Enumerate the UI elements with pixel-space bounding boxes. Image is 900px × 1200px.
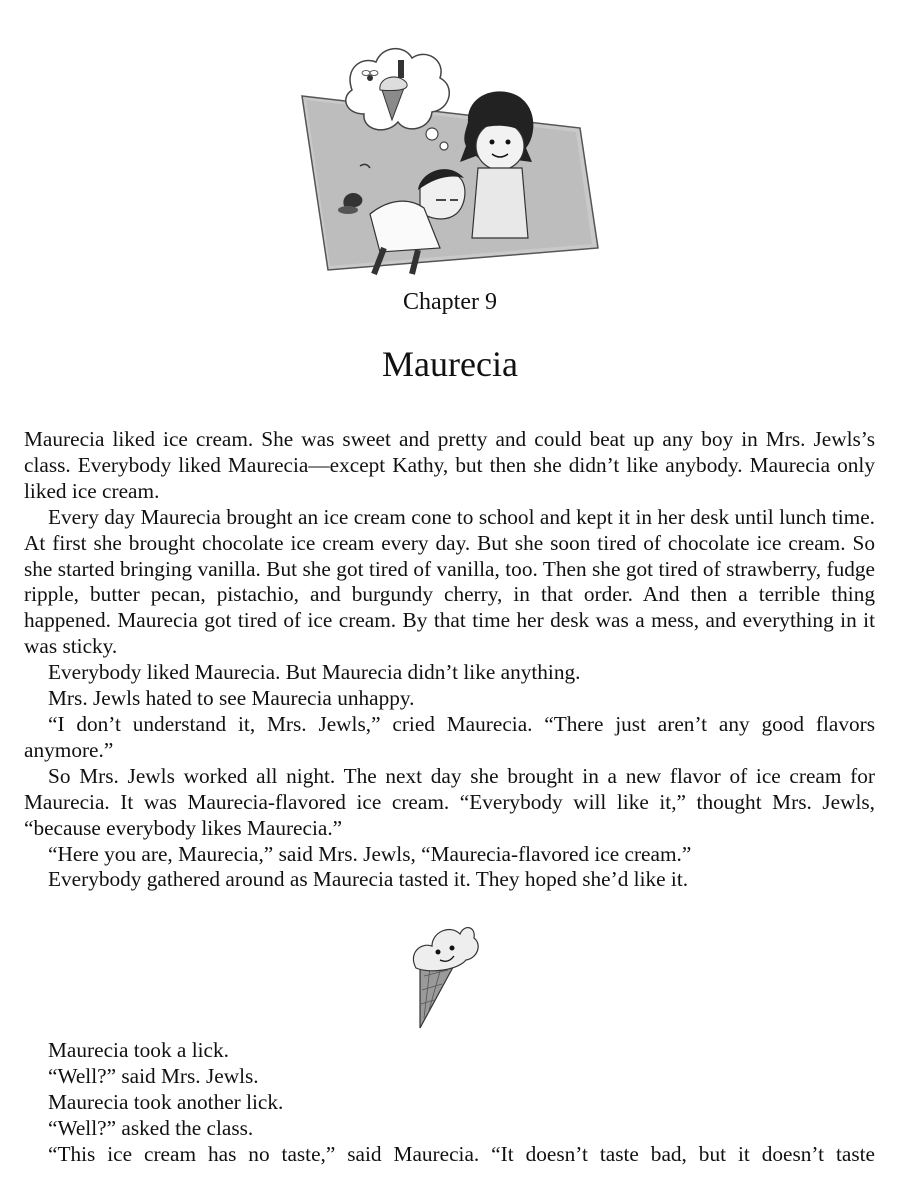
body-text-block-continued bbox=[24, 1038, 875, 1168]
paragraph: “I don’t understand it, Mrs. Jewls,” cried Maurecia. “There just aren’t any good flavors anymore.” bbox=[24, 711, 875, 762]
paragraph: “Well?” said Mrs. Jewls. bbox=[48, 1063, 259, 1088]
body-text-block bbox=[24, 427, 875, 893]
paragraph: Maurecia took another lick. bbox=[48, 1089, 284, 1114]
paragraph: Maurecia liked ice cream. She was sweet and pretty and could beat up any boy in Mrs. Jewls’s class. Everybody liked Maurecia—except Kathy, but then she didn’t like anybody. Maurecia only liked ice cream. bbox=[24, 427, 875, 503]
paragraph: Everybody gathered around as Maurecia tasted it. They hoped she’d like it. bbox=[48, 867, 689, 892]
paragraph: So Mrs. Jewls worked all night. The next day she brought in a new flavor of ice cream for Maurecia. It was Maurecia-flavored ice cream. “Everybody will like it,” thought Mrs. Jewls, “because everybody likes Maurecia.” bbox=[24, 763, 875, 840]
paragraph: Mrs. Jewls hated to see Maurecia unhappy. bbox=[48, 686, 415, 711]
chapter-title: Maurecia bbox=[382, 344, 518, 384]
paragraph: “This ice cream has no taste,” said Maurecia. “It doesn’t taste bad, but it doesn’t taste bbox=[48, 1141, 875, 1166]
paragraph: Maurecia took a lick. bbox=[48, 1038, 229, 1062]
chapter-illustration bbox=[300, 38, 600, 278]
paragraph: Everybody liked Maurecia. But Maurecia didn’t like anything. bbox=[48, 660, 581, 685]
ice-cream-cone-illustration bbox=[402, 918, 482, 1030]
paragraph: Every day Maurecia brought an ice cream cone to school and kept it in her desk until lunch time. At first she brought chocolate ice cream every day. But she soon tired of chocolate ice cream. So she started bringing vanilla. But she got tired of vanilla, too. Then she got tired of strawberry, fudge ripple, butter pecan, pistachio, and burgundy cherry, in that order. And then a terrible thing happened. Maurecia got tired of ice cream. By that time her desk was a mess, and everything in it was sticky. bbox=[24, 504, 875, 659]
paragraph: “Here you are, Maurecia,” said Mrs. Jewls, “Maurecia-flavored ice cream.” bbox=[48, 841, 692, 866]
chapter-number: Chapter 9 bbox=[403, 289, 497, 315]
paragraph: “Well?” asked the class. bbox=[48, 1115, 254, 1140]
